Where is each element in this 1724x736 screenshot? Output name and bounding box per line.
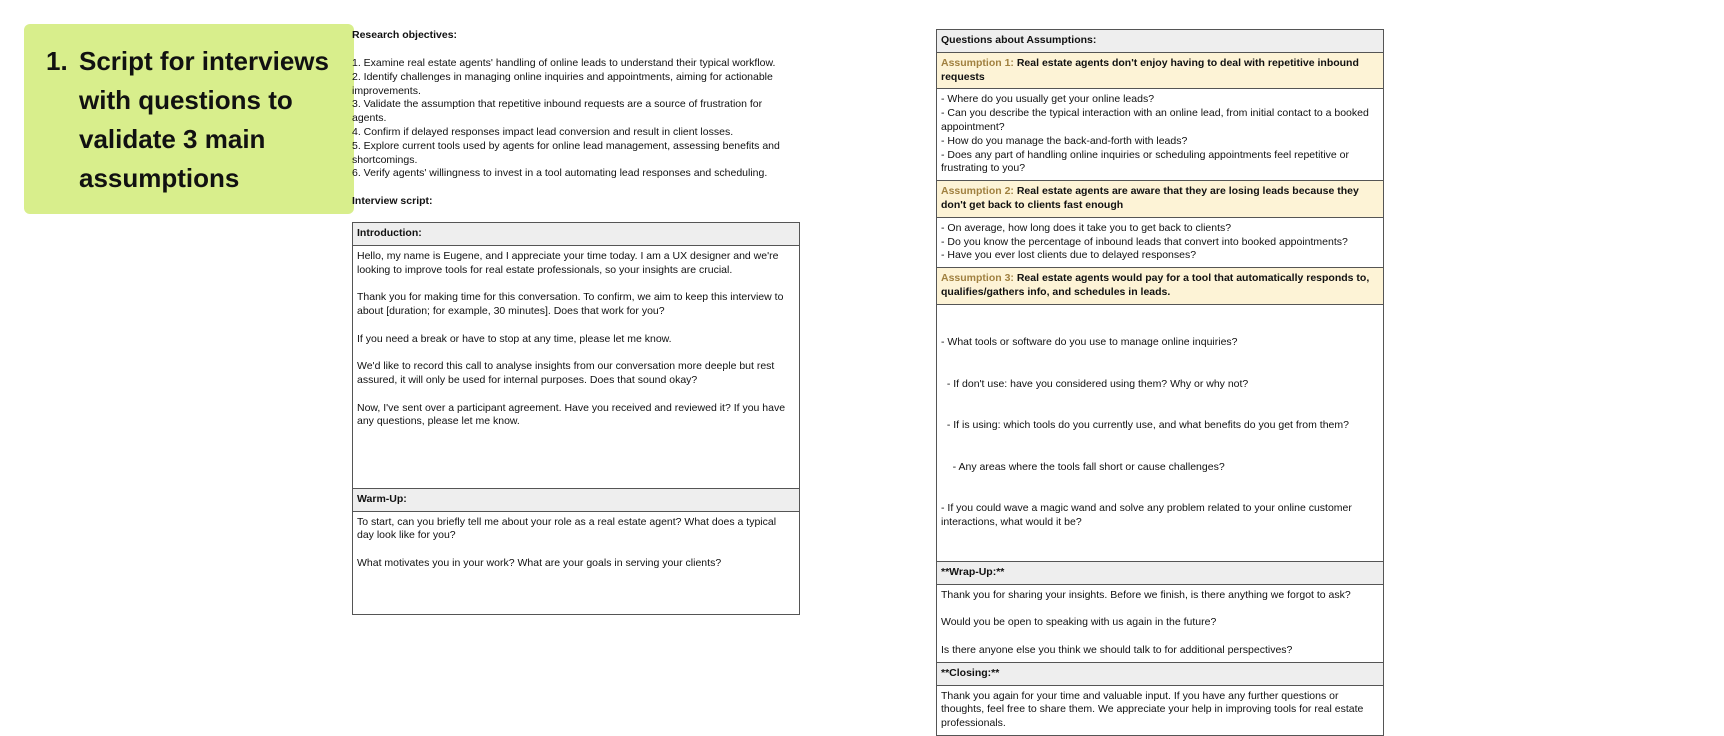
assumption-2-label: Assumption 2: <box>941 185 1014 198</box>
assumption-2-questions <box>937 217 1384 267</box>
script-table <box>352 222 800 615</box>
assumptions-table <box>936 29 1384 736</box>
question-line: - If don't use: have you considered using them? Why or why not? <box>941 377 1249 390</box>
assumption-2-text: Real estate agents are aware that they are losing leads because they don't get back to clients fast enough <box>941 185 1359 211</box>
objectives-list <box>352 57 792 181</box>
callout-text: Script for interviews with questions to validate 3 main assumptions <box>79 46 329 193</box>
assumption-1 <box>937 52 1384 89</box>
question-line: - Any areas where the tools fall short or cause challenges? <box>941 460 1225 473</box>
question-line: - If you could wave a magic wand and solve any problem related to your online customer interactions, what would it be? <box>941 501 1355 528</box>
closing-header: **Closing:** <box>937 662 1384 685</box>
assumption-3-label: Assumption 3: <box>941 272 1014 285</box>
objective-item: 2. Identify challenges in managing online inquiries and appointments, aiming for actionable improvements. <box>352 70 773 97</box>
assumption-1-text: Real estate agents don't enjoy having to deal with repetitive inbound requests <box>941 56 1359 83</box>
wrapup-header: **Wrap-Up:** <box>937 562 1384 585</box>
assumption-1-label: Assumption 1: <box>941 56 1014 69</box>
warmup-paragraph: To start, can you briefly tell me about your role as a real estate agent? What does a typical day look like for you? <box>357 515 777 542</box>
objectives-title: Research objectives: <box>352 29 458 41</box>
callout-note <box>24 24 354 214</box>
intro-paragraph: If you need a break or have to stop at any time, please let me know. <box>357 332 672 345</box>
wrapup-paragraph: Is there anyone else you think we should talk to for additional perspectives? <box>941 644 1293 657</box>
intro-paragraph: Now, I've sent over a participant agreement. Have you received and reviewed it? If you have any questions, please let me know. <box>357 401 786 428</box>
objective-item: 4. Confirm if delayed responses impact lead conversion and result in client losses. <box>352 125 734 138</box>
wrapup-paragraph: Would you be open to speaking with us again in the future? <box>941 616 1217 629</box>
intro-header: Introduction: <box>353 223 800 246</box>
question-line: - On average, how long does it take you to get back to clients? <box>941 221 1232 234</box>
assumption-3-text: Real estate agents would pay for a tool that automatically responds to, qualifies/gathers info, and schedules in leads. <box>941 272 1370 298</box>
interview-script-title: Interview script: <box>352 195 433 207</box>
intro-paragraph: Hello, my name is Eugene, and I appreciate your time today. I am a UX designer and we're looking to improve tools for real estate professionals, so your insights are crucial. <box>357 249 779 276</box>
assumptions-header: Questions about Assumptions: <box>937 30 1384 53</box>
intro-paragraph: Thank you for making time for this conversation. To confirm, we aim to keep this interview to about [duration; for example, 30 minutes]. Does that work for you? <box>357 291 784 317</box>
objective-item: 5. Explore current tools used by agents for online lead management, assessing benefits and shortcomings. <box>352 139 780 166</box>
question-line: - Have you ever lost clients due to delayed responses? <box>941 249 1197 262</box>
question-line: - What tools or software do you use to manage online inquiries? <box>941 336 1238 349</box>
closing-cell: Thank you again for your time and valuable input. If you have any further questions or thoughts, feel free to share them. We appreciate your help in improving tools for real estate professionals. <box>937 685 1384 735</box>
wrapup-paragraph: Thank you for sharing your insights. Before we finish, is there anything we forgot to ask? <box>941 588 1351 601</box>
warmup-paragraph: What motivates you in your work? What are your goals in serving your clients? <box>357 556 722 569</box>
intro-cell <box>353 245 800 488</box>
question-line: - Does any part of handling online inquiries or scheduling appointments feel repetitive or frustrating to you? <box>941 148 1349 175</box>
assumption-3 <box>937 268 1384 305</box>
objective-item: 1. Examine real estate agents' handling of online leads to understand their typical workflow. <box>352 57 776 69</box>
warmup-header: Warm-Up: <box>353 488 800 511</box>
assumption-1-questions <box>937 89 1384 181</box>
question-line: - If is using: which tools do you currently use, and what benefits do you get from them? <box>941 419 1349 432</box>
question-line: - Can you describe the typical interaction with an online lead, from initial contact to a booked appointment? <box>941 107 1369 133</box>
question-line: - Do you know the percentage of inbound leads that convert into booked appointments? <box>941 235 1348 248</box>
assumption-3-questions <box>937 304 1384 561</box>
question-line: - How do you manage the back-and-forth with leads? <box>941 134 1188 147</box>
warmup-cell <box>353 511 800 614</box>
question-line: - Where do you usually get your online leads? <box>941 93 1155 106</box>
wrapup-cell <box>937 584 1384 662</box>
intro-paragraph: We'd like to record this call to analyse insights from our conversation more deeple but rest assured, it will only be used for internal purposes. Does that sound okay? <box>357 360 775 386</box>
objective-item: 6. Verify agents' willingness to invest in a tool automating lead responses and scheduling. <box>352 167 768 180</box>
callout-number: 1. <box>46 46 68 76</box>
objective-item: 3. Validate the assumption that repetitive inbound requests are a source of frustration for agents. <box>352 98 763 125</box>
assumption-2 <box>937 181 1384 218</box>
